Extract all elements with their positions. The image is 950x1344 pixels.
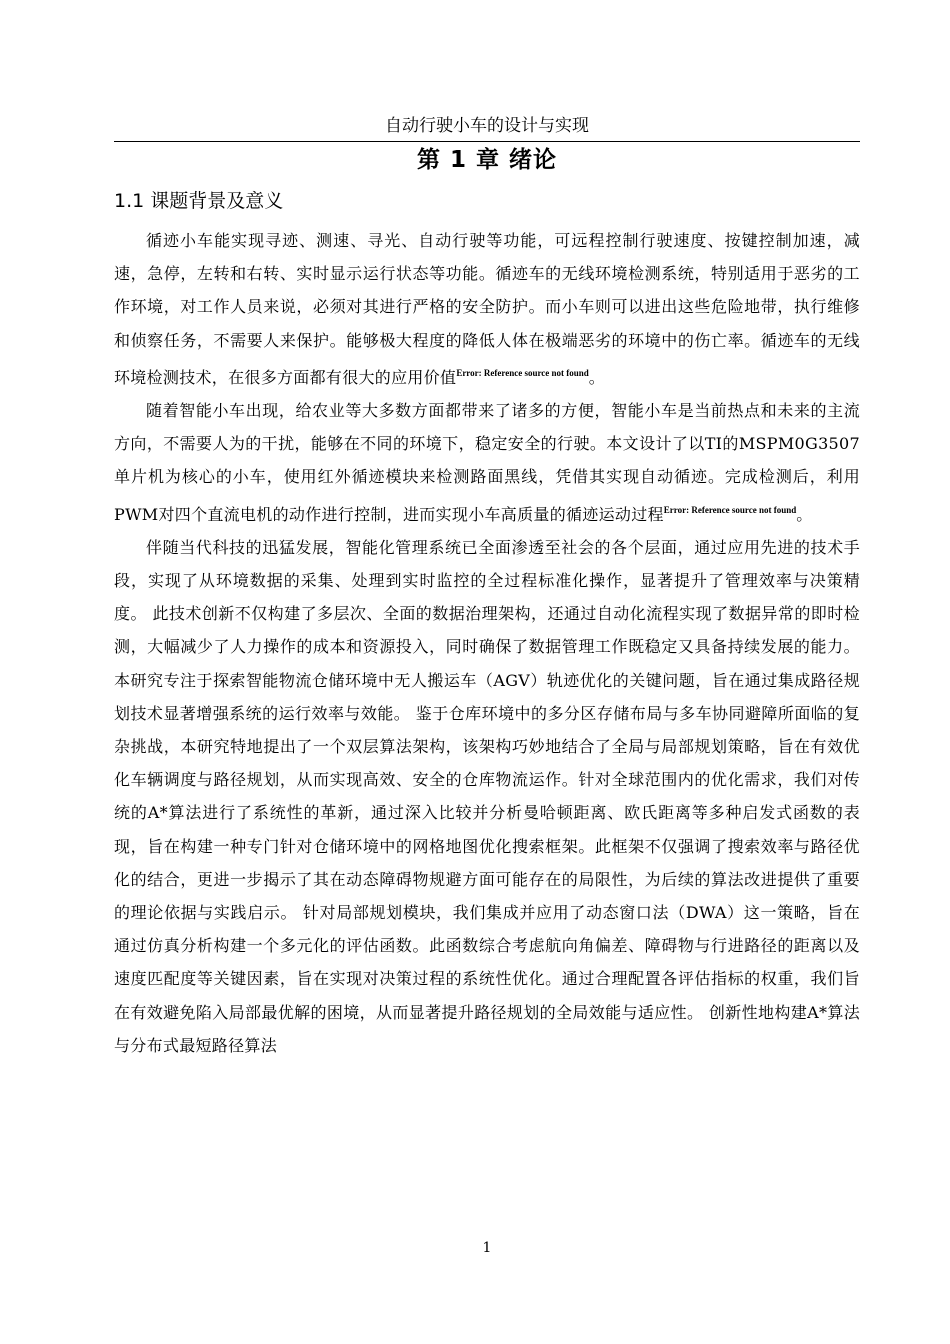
paragraph — [114, 394, 860, 531]
reference-error: Error: Reference source not found — [663, 504, 797, 515]
running-header: 自动行驶小车的设计与实现 — [114, 112, 860, 142]
paragraph-end: 。 — [588, 367, 606, 387]
paragraph-text: 伴随当代科技的迅猛发展，智能化管理系统已全面渗透至社会的各个层面，通过应用先进的技术手段，实现了从环境数据的采集、处理到实时监控的全过程标准化操作，显著提升了管理效率与决策精度。 此技术创新不仅构建了多层次、全面的数据治理架构，还通过自动化流程实现了数据异常的即时检测，大幅减少了人力操作的成本和资源投入，同时确保了数据管理工作既稳定又具备持续发展的能力。 本研究专注于探索智能物流仓储环境中无人搬运车（AGV）轨迹优化的关键问题，旨在通过集成路径规划技术显著增强系统的运行效率与效能。 鉴于仓库环境中的多分区存储布局与多车协同避障所面临的复杂挑战，本研究特地提出了一个双层算法架构，该架构巧妙地结合了全局与局部规划策略，旨在有效优化车辆调度与路径规划，从而实现高效、安全的仓库物流运作。针对全球范围内的优化需求，我们对传统的A*算法进行了系统性的革新，通过深入比较并分析曼哈顿距离、欧氏距离等多种启发式函数的表现，旨在构建一种专门针对仓储环境中的网格地图优化搜索框架。此框架不仅强调了搜索效率与路径优化的结合，更进一步揭示了其在动态障碍物规避方面可能存在的局限性，为后续的算法改进提供了重要的理论依据与实践启示。 针对局部规划模块，我们集成并应用了动态窗口法（DWA）这一策略，旨在通过仿真分析构建一个多元化的评估函数。此函数综合考虑航向角偏差、障碍物与行进路径的距离以及速度匹配度等关键因素，旨在实现对决策过程的系统性优化。通过合理配置各评估指标的权重，我们旨在有效避免陷入局部最优解的困境，从而显著提升路径规划的全局效能与适应性。 创新性地构建A*算法与分布式最短路径算法 — [114, 537, 860, 1055]
chapter-title: 第 1 章 绪论 — [416, 147, 558, 173]
reference-error: Error: Reference source not found — [456, 367, 589, 378]
paragraph — [114, 531, 860, 1062]
paragraph — [114, 224, 860, 394]
body-text — [114, 224, 860, 1062]
page-number: 1 — [482, 1240, 492, 1256]
paragraph-text: 随着智能小车出现，给农业等大多数方面都带来了诸多的方便，智能小车是当前热点和未来的主流方向，不需要人为的干扰，能够在不同的环境下，稳定安全的行驶。本文设计了以TI的MSPM0G3507单片机为核心的小车，使用红外循迹模块来检测路面黑线，凭借其实现自动循迹。完成检测后，利用PWM对四个直流电机的动作进行控制，进而实现小车高质量的循迹运动过程 — [114, 401, 860, 524]
paragraph-end: 。 — [796, 504, 813, 524]
section-heading: 1.1 课题背景及意义 — [114, 190, 284, 212]
paragraph-text: 循迹小车能实现寻迹、测速、寻光、自动行驶等功能，可远程控制行驶速度、按键控制加速，减速，急停，左转和右转、实时显示运行状态等功能。循迹车的无线环境检测系统，特别适用于恶劣的工作环境，对工作人员来说，必须对其进行严格的安全防护。而小车则可以进出这些危险地带，执行维修和侦察任务，不需要人来保护。能够极大程度的降低人体在极端恶劣的环境中的伤亡率。循迹车的无线环境检测技术，在很多方面都有很大的应用价值 — [114, 231, 860, 387]
